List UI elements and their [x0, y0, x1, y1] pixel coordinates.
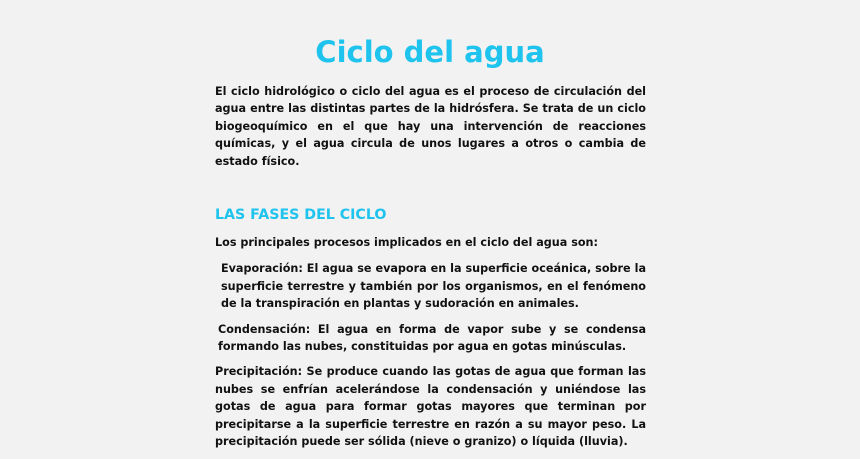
phase-precipitation-paragraph: Precipitación: Se produce cuando las gotas de agua que forman las nubes se enfrían acelerándose la condensación y uniéndose las gotas de agua para formar gotas mayores que terminan por precipitarse a la superficie terrestre en razón a su mayor peso. La precipitación puede ser sólida (nieve o granizo) o líquida (lluvia).	[215, 365, 646, 449]
phase-evaporation-paragraph: Evaporación: El agua se evapora en la superficie oceánica, sobre la superficie terrestre y también por los organismos, en el fenómeno de la transpiración en plantas y sudoración en animales.	[221, 262, 646, 311]
intro-paragraph: El ciclo hidrológico o ciclo del agua es el proceso de circulación del agua entre las distintas partes de la hidrósfera. Se trata de un ciclo biogeoquímico en el que hay una intervención de reacciones químicas, y el agua circula de unos lugares a otros o cambia de estado físico.	[215, 85, 646, 168]
phase-condensation-paragraph: Condensación: El agua en forma de vapor sube y se condensa formando las nubes, constituidas por agua en gotas minúsculas.	[218, 322, 646, 354]
page-title: Ciclo del agua	[315, 35, 545, 69]
document-body	[215, 83, 646, 459]
section-heading: LAS FASES DEL CICLO	[215, 207, 387, 224]
section-lead-paragraph: Los principales procesos implicados en el ciclo del agua son:	[215, 236, 598, 250]
